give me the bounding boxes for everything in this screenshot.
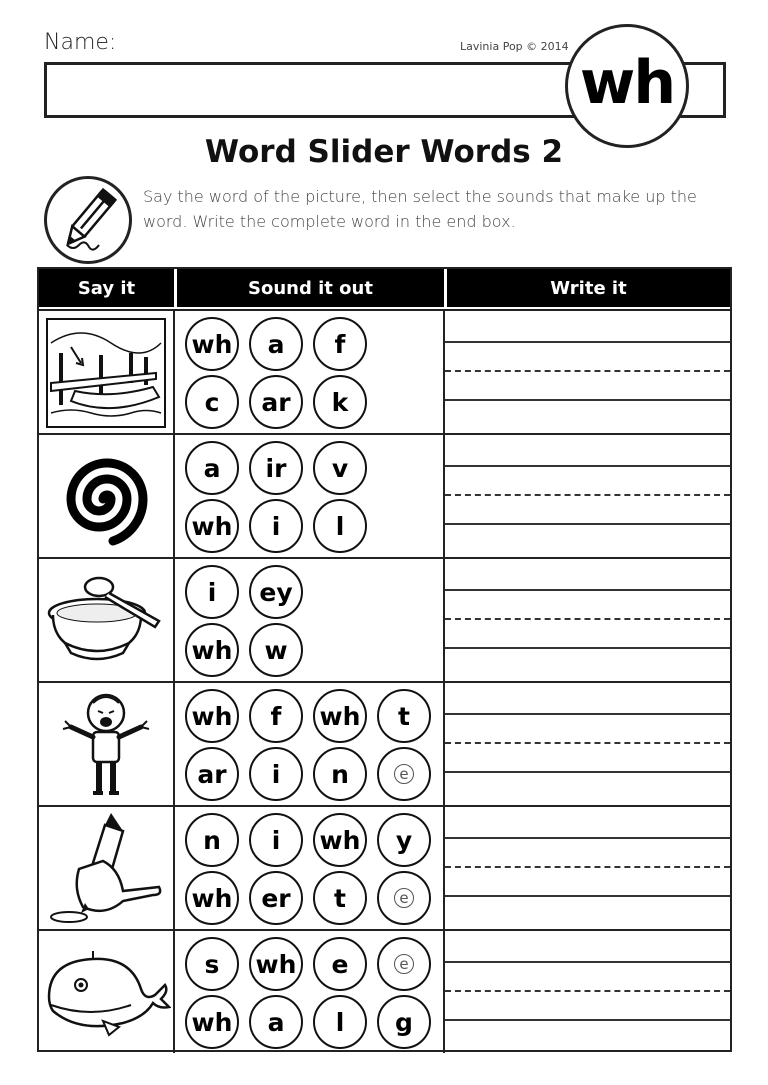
worksheet-table — [37, 267, 732, 1052]
sound-it-out-cell — [175, 683, 445, 805]
dashed-writing-line — [445, 618, 730, 620]
sound-bubble[interactable]: g — [377, 995, 431, 1049]
sound-bubble[interactable]: l — [313, 995, 367, 1049]
sound-bubble[interactable]: e — [313, 937, 367, 991]
sound-bubble[interactable]: k — [313, 375, 367, 429]
sound-bubble[interactable] — [377, 937, 431, 991]
sound-bubble[interactable]: t — [377, 689, 431, 743]
sound-bubble[interactable]: t — [313, 871, 367, 925]
writing-line — [445, 341, 730, 343]
silent-e-mark: e — [394, 764, 414, 784]
credit: Lavinia Pop © 2014 — [460, 40, 569, 53]
say-it-cell — [39, 931, 175, 1053]
header-sound-it-out: Sound it out — [177, 269, 444, 307]
sound-bubble[interactable]: a — [185, 441, 239, 495]
sound-bubble[interactable]: ey — [249, 565, 303, 619]
table-row — [39, 681, 730, 805]
sound-bubble[interactable]: i — [249, 813, 303, 867]
write-it-cell[interactable] — [445, 435, 730, 557]
sound-bubble[interactable]: ar — [185, 747, 239, 801]
table-row — [39, 929, 730, 1053]
writing-line — [445, 713, 730, 715]
dashed-writing-line — [445, 742, 730, 744]
sound-bubble[interactable]: i — [249, 499, 303, 553]
sound-bubble[interactable]: wh — [185, 871, 239, 925]
sound-bubble[interactable]: wh — [185, 995, 239, 1049]
say-it-cell — [39, 807, 175, 929]
name-label: Name: — [44, 30, 117, 55]
dashed-writing-line — [445, 494, 730, 496]
sound-bubble[interactable]: l — [313, 499, 367, 553]
sound-bubble[interactable]: i — [185, 565, 239, 619]
writing-line — [445, 647, 730, 649]
write-it-cell[interactable] — [445, 559, 730, 681]
table-row — [39, 805, 730, 929]
sound-bubble[interactable] — [377, 871, 431, 925]
writing-line — [445, 1019, 730, 1021]
sound-bubble[interactable]: wh — [185, 499, 239, 553]
wharf-icon — [41, 313, 171, 431]
writing-line — [445, 895, 730, 897]
whey-icon — [41, 561, 171, 679]
table-row — [39, 309, 730, 433]
writing-line — [445, 465, 730, 467]
header-say-it: Say it — [39, 269, 174, 307]
sound-bubble[interactable]: f — [249, 689, 303, 743]
write-it-cell[interactable] — [445, 683, 730, 805]
sound-bubble[interactable]: wh — [185, 623, 239, 677]
sound-bubble[interactable]: f — [313, 317, 367, 371]
instructions: Say the word of the picture, then select the sounds that make up the word. Write the complete word in the end box. — [143, 187, 697, 231]
table-row — [39, 557, 730, 681]
sound-bubble[interactable]: v — [313, 441, 367, 495]
sound-bubble[interactable]: ar — [249, 375, 303, 429]
silent-e-mark: e — [394, 954, 414, 974]
say-it-cell — [39, 435, 175, 557]
sound-bubble[interactable] — [377, 747, 431, 801]
sound-bubble[interactable]: i — [249, 747, 303, 801]
dashed-writing-line — [445, 866, 730, 868]
table-row — [39, 433, 730, 557]
sound-it-out-cell — [175, 311, 445, 433]
sound-bubble[interactable]: s — [185, 937, 239, 991]
sound-bubble[interactable]: a — [249, 995, 303, 1049]
sound-bubble[interactable]: y — [377, 813, 431, 867]
sound-bubble[interactable]: a — [249, 317, 303, 371]
header-write-it: Write it — [447, 269, 730, 307]
write-it-cell[interactable] — [445, 807, 730, 929]
sound-bubble[interactable]: n — [185, 813, 239, 867]
sound-it-out-cell — [175, 435, 445, 557]
digraph-badge — [565, 24, 689, 148]
sound-bubble[interactable]: wh — [185, 689, 239, 743]
say-it-cell — [39, 311, 175, 433]
sound-it-out-cell — [175, 931, 445, 1053]
sound-it-out-cell — [175, 807, 445, 929]
whale-icon — [41, 933, 171, 1051]
sound-bubble[interactable]: wh — [185, 317, 239, 371]
writing-line — [445, 399, 730, 401]
badge-text: wh — [579, 48, 675, 118]
dashed-writing-line — [445, 990, 730, 992]
sound-it-out-cell — [175, 559, 445, 681]
say-it-cell — [39, 559, 175, 681]
dashed-writing-line — [445, 370, 730, 372]
sound-bubble[interactable]: ir — [249, 441, 303, 495]
writing-line — [445, 589, 730, 591]
writing-line — [445, 961, 730, 963]
write-it-cell[interactable] — [445, 931, 730, 1053]
sound-bubble[interactable]: wh — [249, 937, 303, 991]
sound-bubble[interactable]: c — [185, 375, 239, 429]
silent-e-mark: e — [394, 888, 414, 908]
whirl-icon — [41, 437, 171, 555]
sound-bubble[interactable]: er — [249, 871, 303, 925]
sound-bubble[interactable]: wh — [313, 813, 367, 867]
write-it-cell[interactable] — [445, 311, 730, 433]
page-title: Word Slider Words 2 — [204, 134, 564, 170]
writing-line — [445, 523, 730, 525]
sound-bubble[interactable]: w — [249, 623, 303, 677]
writing-line — [445, 771, 730, 773]
sound-bubble[interactable]: wh — [313, 689, 367, 743]
white-icon — [41, 809, 171, 927]
table-header — [39, 269, 730, 307]
pencil-icon — [44, 176, 132, 264]
sound-bubble[interactable]: n — [313, 747, 367, 801]
writing-line — [445, 837, 730, 839]
say-it-cell — [39, 683, 175, 805]
whine-icon — [41, 685, 171, 803]
